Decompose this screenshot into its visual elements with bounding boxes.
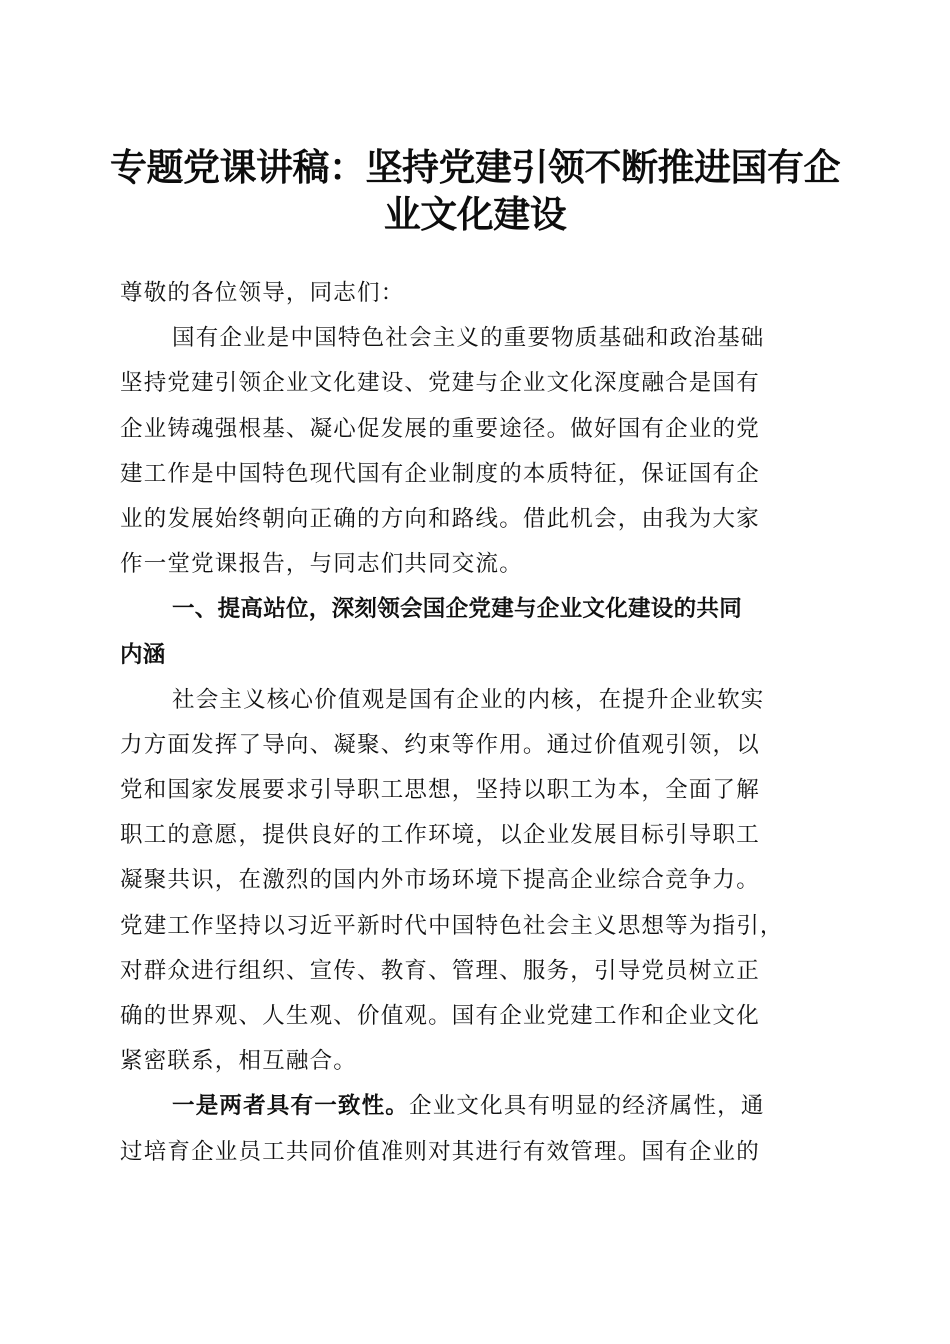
paragraph-3-line: 过培育企业员工共同价值准则对其进行有效管理。国有企业的 [120,1138,760,1165]
paragraph-2-line: 紧密联系，相互融合。 [120,1048,358,1075]
paragraph-2-line: 社会主义核心价值观是国有企业的内核，在提升企业软实 [172,686,765,713]
paragraph-2-line: 凝聚共识，在激烈的国内外市场环境下提高企业综合竞争力。 [120,867,760,894]
paragraph-1-line: 国有企业是中国特色社会主义的重要物质基础和政治基础 [172,325,765,352]
paragraph-2-line: 职工的意愿，提供良好的工作环境，以企业发展目标引导职工 [120,822,760,849]
paragraph-2-line: 确的世界观、人生观、价值观。国有企业党建工作和企业文化 [120,1003,760,1029]
paragraph-1-line: 坚持党建引领企业文化建设、党建与企业文化深度融合是国有 [120,370,760,397]
section-1-heading-line: 内涵 [120,641,166,668]
paragraph-3-line-1-text: 企业文化具有明显的经济属性，通 [409,1093,765,1120]
paragraph-1-line: 建工作是中国特色现代国有企业制度的本质特征，保证国有企 [120,460,760,487]
paragraph-1-line: 企业铸魂强根基、凝心促发展的重要途径。做好国有企业的党 [120,415,760,442]
paragraph-1-line: 作一堂党课报告，与同志们共同交流。 [120,551,523,578]
document-title-line-2: 业文化建设 [383,192,567,236]
paragraph-2-line: 党和国家发展要求引导职工思想，坚持以职工为本，全面了解 [120,777,760,804]
paragraph-2-line: 力方面发挥了导向、凝聚、约束等作用。通过价值观引领，以 [120,731,760,758]
document-body [120,271,826,1175]
salutation: 尊敬的各位领导，同志们： [120,280,405,306]
paragraph-2-line: 党建工作坚持以习近平新时代中国特色社会主义思想等为指引， [120,912,784,939]
paragraph-2-line: 对群众进行组织、宣传、教育、管理、服务，引导党员树立正 [120,957,760,984]
paragraph-3-lead: 一是两者具有一致性。 [172,1093,410,1120]
paragraph-3-line [120,1084,826,1129]
paragraph-1-line: 业的发展始终朝向正确的方向和路线。借此机会，由我为大家 [120,505,760,532]
document-title-line-1: 专题党课讲稿：坚持党建引领不断推进国有企 [110,145,840,189]
section-1-heading-line: 一、提高站位，深刻领会国企党建与企业文化建设的共同 [172,596,743,623]
